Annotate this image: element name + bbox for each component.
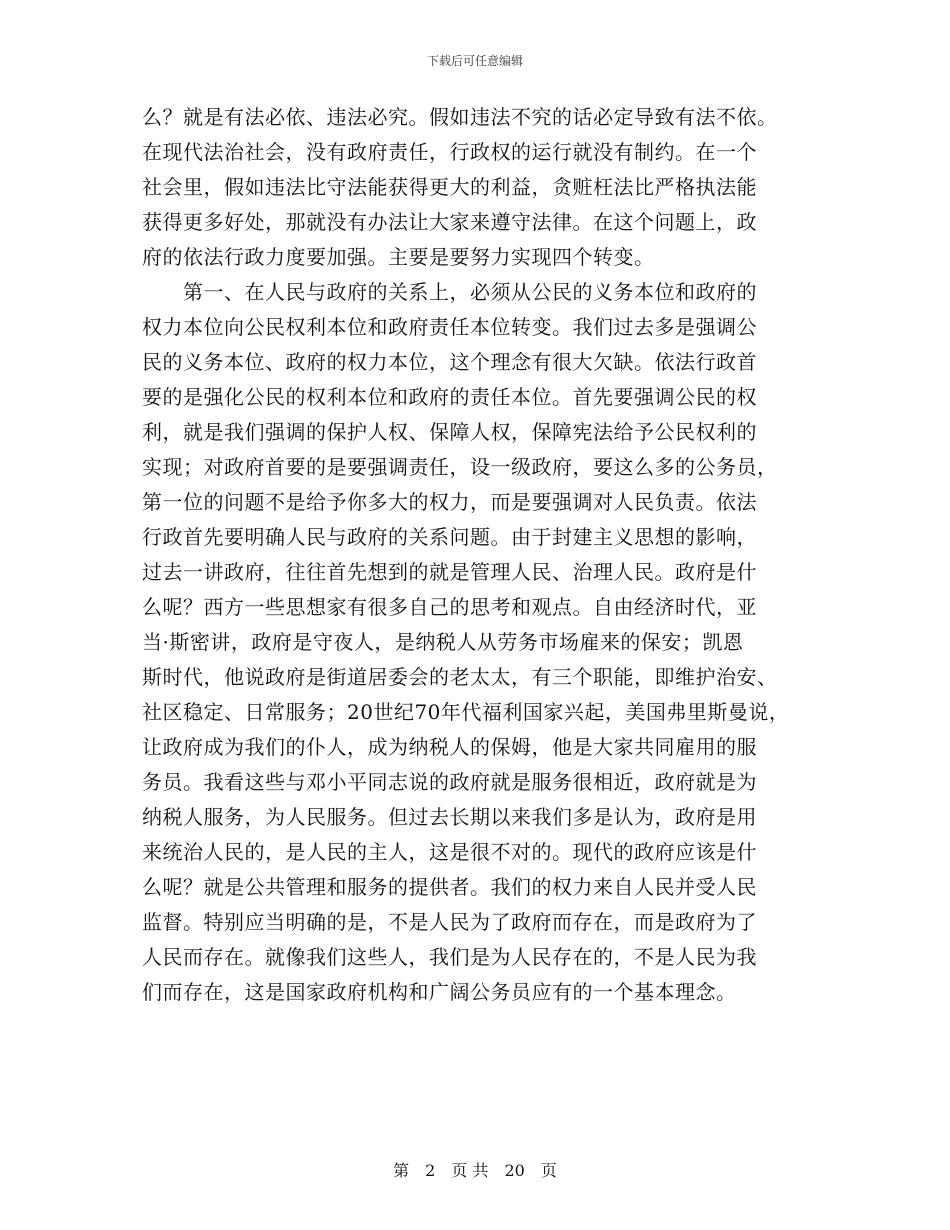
text-line: 斯时代，他说政府是街道居委会的老太太，有三个职能，即维护治安、 (142, 665, 778, 689)
text-line: 民的义务本位、政府的权力本位，这个理念有很大欠缺。依法行政首 (142, 350, 757, 374)
current-page-number: 2 (425, 1161, 436, 1180)
text-line: 要的是强化公民的权利本位和政府的责任本位。首先要强调公民的权 (142, 385, 757, 409)
text-line: 务员。我看这些与邓小平同志说的政府就是服务很相近，政府就是为 (142, 770, 757, 794)
text-line: 第一位的问题不是给予你多大的权力，而是要强调对人民负责。依法 (142, 490, 757, 514)
text-line: 府的依法行政力度要加强。主要是要努力实现四个转变。 (142, 245, 655, 269)
text-line: 来统治人民的，是人民的主人，这是很不对的。现代的政府应该是什 (142, 840, 757, 864)
text-line: 社会里，假如违法比守法能获得更大的利益，贪赃枉法比严格执法能 (142, 175, 757, 199)
text-line: 么呢？西方一些思想家有很多自己的思考和观点。自由经济时代，亚 (142, 595, 757, 619)
page-middle-text: 页 共 (451, 1161, 489, 1180)
text-line: 行政首先要明确人民与政府的关系问题。由于封建主义思想的影响， (142, 525, 757, 549)
text-line: 人民而存在。就像我们这些人，我们是为人民存在的，不是人民为我 (142, 945, 757, 969)
text-line: 么？就是有法必依、违法必究。假如违法不究的话必定导致有法不依。 (142, 105, 778, 129)
paragraph-1 (142, 100, 822, 275)
text-line: 当·斯密讲，政府是守夜人，是纳税人从劳务市场雇来的保安；凯恩 (142, 630, 744, 654)
page-suffix: 页 (540, 1161, 557, 1180)
text-line: 在现代法治社会，没有政府责任，行政权的运行就没有制约。在一个 (142, 140, 757, 164)
page-number-footer (0, 1158, 950, 1181)
text-line: 权力本位向公民权利本位和政府责任本位转变。我们过去多是强调公 (142, 315, 757, 339)
text-line: 纳税人服务，为人民服务。但过去长期以来我们多是认为，政府是用 (142, 805, 757, 829)
text-line: 监督。特别应当明确的是，不是人民为了政府而存在，而是政府为了 (142, 910, 757, 934)
text-line: 获得更多好处，那就没有办法让大家来遵守法律。在这个问题上，政 (142, 210, 757, 234)
page-prefix: 第 (393, 1161, 410, 1180)
page-header-note: 下载后可任意编辑 (426, 54, 523, 68)
text-line: 社区稳定、日常服务；20世纪70年代福利国家兴起，美国弗里斯曼说， (142, 700, 790, 724)
text-line: 们而存在，这是国家政府机构和广阔公务员应有的一个基本理念。 (142, 980, 737, 1004)
total-page-count: 20 (504, 1161, 525, 1180)
text-line: 利，就是我们强调的保护人权、保障人权，保障宪法给予公民权利的 (142, 420, 757, 444)
text-line: 过去一讲政府，往往首先想到的就是管理人民、治理人民。政府是什 (142, 560, 757, 584)
document-body (142, 100, 822, 1010)
paragraph-2 (142, 275, 822, 1010)
text-line: 么呢？就是公共管理和服务的提供者。我们的权力来自人民并受人民 (142, 875, 757, 899)
text-line: 第一、在人民与政府的关系上，必须从公民的义务本位和政府的 (142, 280, 757, 304)
text-line: 实现；对政府首要的是要强调责任，设一级政府，要这么多的公务员， (142, 455, 778, 479)
text-line: 让政府成为我们的仆人，成为纳税人的保姆，他是大家共同雇用的服 (142, 735, 757, 759)
